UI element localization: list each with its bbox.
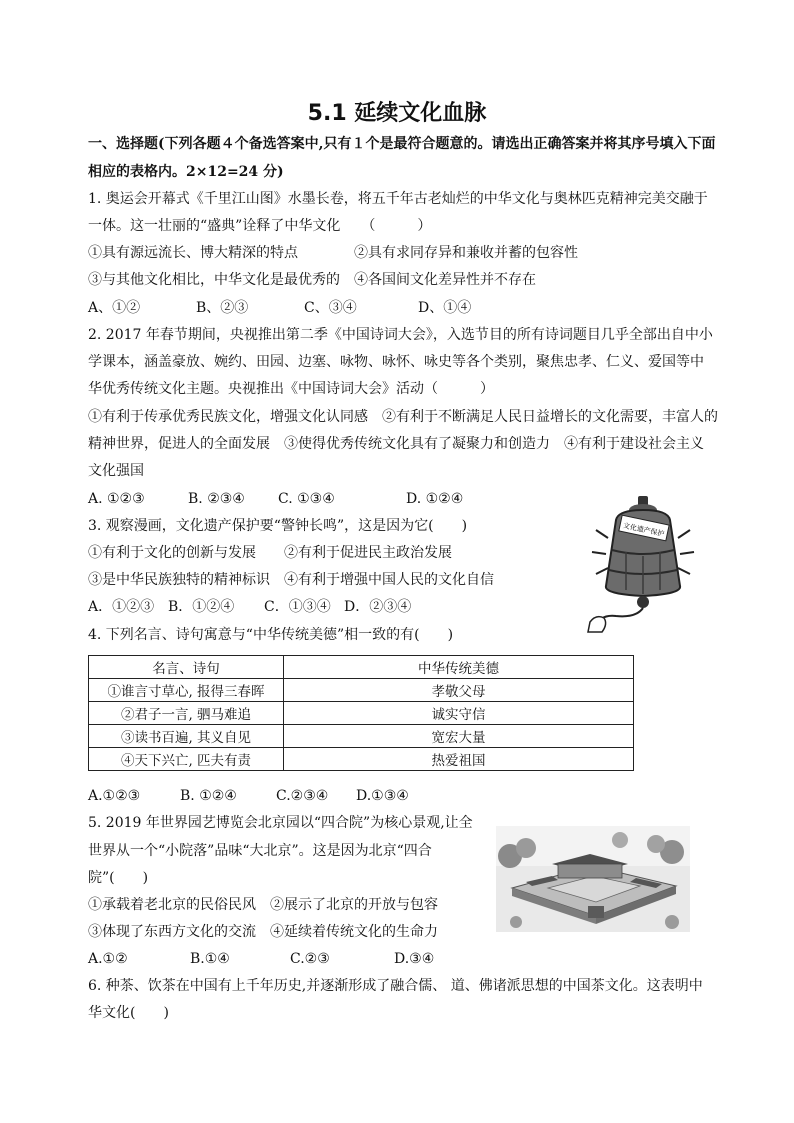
table-cell: ②君子一言, 驷马难追 xyxy=(89,702,284,725)
q2-statement-line1: ①有利于传承优秀民族文化，增强文化认同感 ②有利于不断满足人民日益增长的文化需要，丰富人的 xyxy=(88,409,718,425)
q3-stem: 3. 观察漫画，文化遗产保护要“警钟长鸣”，这是因为它( ) xyxy=(88,518,468,534)
q1-statement-1: ①具有源远流长、博大精深的特点 ②具有求同存异和兼收并蓄的包容性 xyxy=(88,245,578,261)
q4-option-b[interactable]: B. ①②④ xyxy=(180,788,237,804)
q3-statement-1: ①有利于文化的创新与发展 ②有利于促进民主政治发展 xyxy=(88,545,452,561)
q3-option-b[interactable]: B．①②④ xyxy=(168,599,235,615)
table-row xyxy=(89,679,634,702)
q1-option-a[interactable]: A、①② xyxy=(88,300,141,316)
q5-options xyxy=(88,949,434,969)
q4-option-a[interactable]: A.①②③ xyxy=(88,788,141,804)
q6-stem-line1: 6. 种茶、饮茶在中国有上千年历史,并逐渐形成了融合儒、 道、佛诸派思想的中国茶文化。这表明中 xyxy=(88,978,703,994)
table-row xyxy=(89,725,634,748)
table-header-row xyxy=(89,656,634,679)
q1-statement-2: ③与其他文化相比，中华文化是最优秀的 ④各国间文化差异性并不存在 xyxy=(88,272,536,288)
section-instructions-line1: 一、选择题(下列各题４个备选答案中,只有１个是最符合题意的。请选出正确答案并将其序号填入下面 xyxy=(88,136,716,152)
q5-stem-line2: 世界从一个“小院落”品味“大北京”。这是因为北京“四合 xyxy=(88,843,432,859)
q1-stem-line2: 一体。这一壮丽的“盛典”诠释了中华文化 （ ） xyxy=(88,218,432,234)
q4-option-c[interactable]: C.②③④ xyxy=(276,788,329,804)
q2-option-b[interactable]: B. ②③④ xyxy=(188,491,245,507)
q1-option-b[interactable]: B、②③ xyxy=(196,300,249,316)
q5-option-c[interactable]: C.②③ xyxy=(290,951,330,967)
q5-option-b[interactable]: B.①④ xyxy=(190,951,230,967)
q2-stem-line1: 2. 2017 年春节期间，央视推出第二季《中国诗词大会》，入选节目的所有诗词题目几乎全部出自中小 xyxy=(88,327,713,343)
q1-option-d[interactable]: D、①④ xyxy=(418,300,472,316)
q5-stem-line1: 5. 2019 年世界园艺博览会北京园以“四合院”为核心景观,让全 xyxy=(88,815,473,831)
table-cell: 热爱祖国 xyxy=(284,748,634,771)
table-header-cell: 名言、诗句 xyxy=(89,656,284,679)
q3-options xyxy=(88,597,411,617)
q5-option-d[interactable]: D.③④ xyxy=(394,951,435,967)
q2-option-a[interactable]: A. ①②③ xyxy=(88,491,145,507)
q1-stem-line1: 1. 奥运会开幕式《千里江山图》水墨长卷，将五千年古老灿烂的中华文化与奥林匹克精神完美交融于 xyxy=(88,191,708,207)
table-cell: ④天下兴亡, 匹夫有责 xyxy=(89,748,284,771)
q3-option-d[interactable]: D．②③④ xyxy=(344,599,412,615)
q2-option-c[interactable]: C. ①③④ xyxy=(278,491,335,507)
table-cell: ③读书百遍, 其义自见 xyxy=(89,725,284,748)
q2-stem-line2: 学课本，涵盖豪放、婉约、田园、边塞、咏物、咏怀、咏史等各个类别，聚焦忠孝、仁义、爱国等中 xyxy=(88,354,704,370)
q2-statement-line2: 精神世界，促进人的全面发展 ③使得优秀传统文化具有了凝聚力和创造力 ④有利于建设社会主义 xyxy=(88,436,704,452)
q5-stem-line3: 院”( ) xyxy=(88,870,149,886)
q3-statement-2: ③是中华民族独特的精神标识 ④有利于增强中国人民的文化自信 xyxy=(88,572,494,588)
table-row xyxy=(89,702,634,725)
table-cell: 诚实守信 xyxy=(284,702,634,725)
table-cell: 宽宏大量 xyxy=(284,725,634,748)
bell-label: 文化遗产保护 xyxy=(622,521,665,539)
q1-option-c[interactable]: C、③④ xyxy=(304,300,357,316)
table-header-cell: 中华传统美德 xyxy=(284,656,634,679)
q2-stem-line3: 华优秀传统文化主题。央视推出《中国诗词大会》活动（ ） xyxy=(88,381,494,397)
q4-table xyxy=(88,655,634,771)
q4-stem: 4. 下列名言、诗句寓意与“中华传统美德”相一致的有( ) xyxy=(88,627,454,643)
siheyuan-courtyard-photo xyxy=(496,826,690,932)
q5-option-a[interactable]: A.①② xyxy=(88,951,128,967)
table-cell: 孝敬父母 xyxy=(284,679,634,702)
q5-statement-1: ①承载着老北京的民俗民风 ②展示了北京的开放与包容 xyxy=(88,897,438,913)
table-row xyxy=(89,748,634,771)
q4-options xyxy=(88,786,409,806)
page-title: 5.1 延续文化血脉 xyxy=(307,101,487,126)
q2-option-d[interactable]: D. ①②④ xyxy=(406,491,464,507)
table-cell: ①谁言寸草心, 报得三春晖 xyxy=(89,679,284,702)
q3-option-a[interactable]: A．①②③ xyxy=(88,599,155,615)
q2-options xyxy=(88,489,463,509)
q5-statement-2: ③体现了东西方文化的交流 ④延续着传统文化的生命力 xyxy=(88,924,438,940)
alarm-bell-cartoon xyxy=(586,490,700,634)
section-instructions-line2: 相应的表格内。2×12=24 分) xyxy=(88,164,284,180)
q3-option-c[interactable]: C．①③④ xyxy=(264,599,331,615)
q1-options xyxy=(88,298,471,318)
q6-stem-line2: 华文化( ) xyxy=(88,1005,169,1021)
q4-option-d[interactable]: D.①③④ xyxy=(356,788,409,804)
q2-statement-line3: 文化强国 xyxy=(88,463,144,479)
